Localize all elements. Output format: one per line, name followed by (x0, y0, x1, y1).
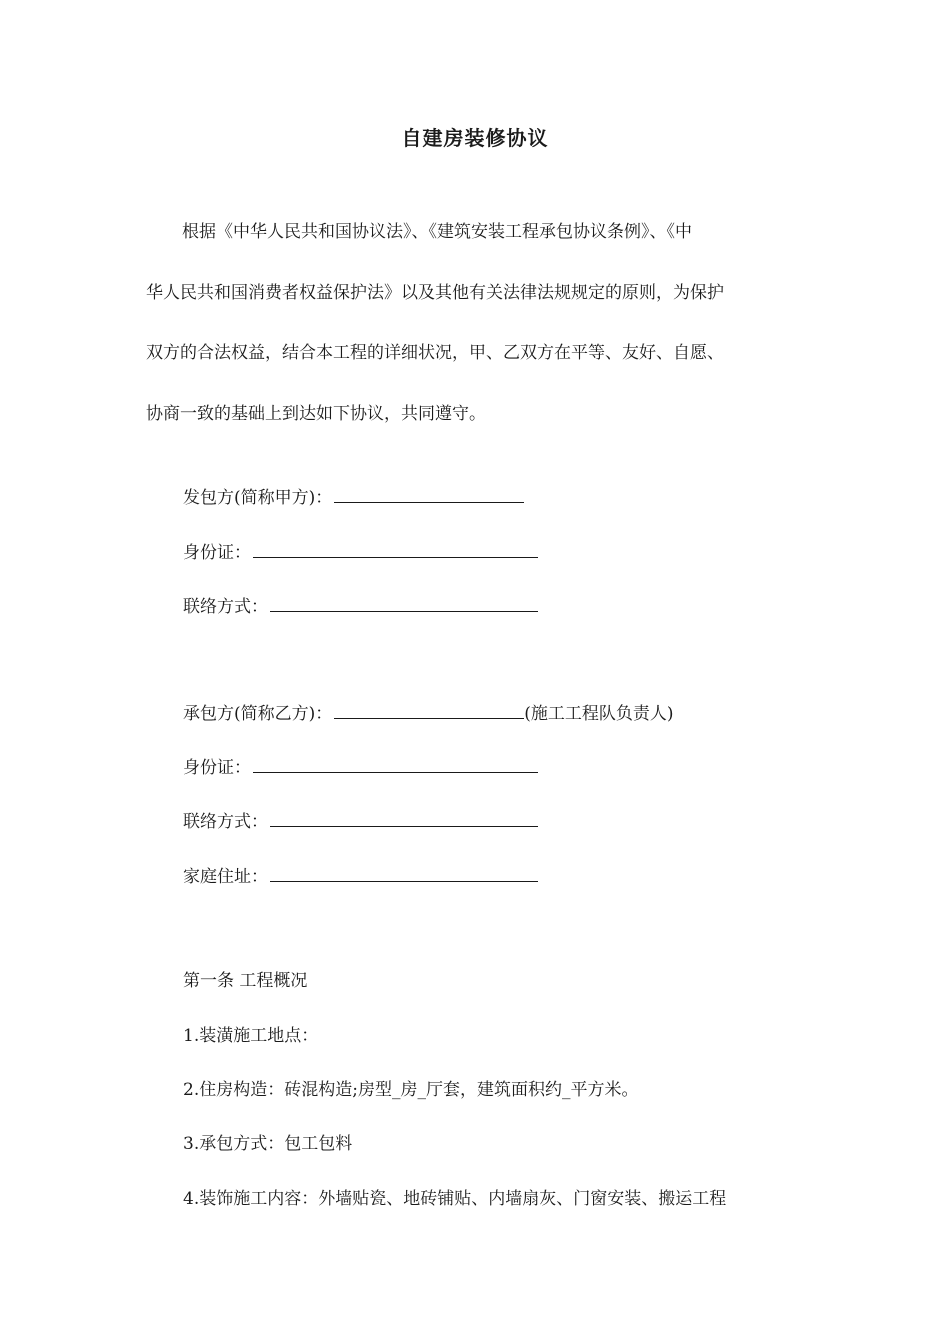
article-1-item: 4.装饰施工内容：外墙贴瓷、地砖铺贴、内墙扇灰、门窗安装、搬运工程 (183, 1189, 727, 1209)
party-b-name-blank[interactable] (334, 700, 524, 719)
intro-line: 协商一致的基础上到达如下协议，共同遵守。 (146, 403, 486, 424)
intro-line: 华人民共和国消费者权益保护法》以及其他有关法律法规规定的原则，为保护 (146, 282, 724, 303)
party-a-contact-blank[interactable] (270, 593, 538, 612)
intro-line: 根据《中华人民共和国协议法》、《建筑安装工程承包协议条例》、《中 (182, 222, 692, 242)
party-a-id-blank[interactable] (253, 539, 538, 558)
party-b-id-blank[interactable] (253, 754, 538, 773)
party-a-id-label: 身份证： (183, 543, 251, 563)
article-1-item: 1.装潢施工地点： (183, 1026, 319, 1046)
party-a-contact-row (183, 593, 538, 620)
article-1-item: 3.承包方式：包工包料 (183, 1134, 353, 1154)
article-1-item: 2.住房构造：砖混构造;房型_房_厅套，建筑面积约_平方米。 (183, 1080, 639, 1100)
party-b-row (183, 700, 674, 727)
party-a-label: 发包方(简称甲方)： (183, 488, 333, 508)
party-b-label-suffix: (施工工程队负责人) (524, 704, 674, 724)
party-a-row (183, 484, 524, 511)
document-title: 自建房装修协议 (401, 126, 549, 150)
party-b-id-label: 身份证： (183, 758, 251, 778)
party-a-id-row (183, 539, 538, 566)
party-b-contact-blank[interactable] (270, 808, 538, 827)
party-b-address-row (183, 863, 538, 890)
intro-paragraph (146, 202, 814, 444)
party-b-address-label: 家庭住址： (183, 867, 268, 887)
party-a-name-blank[interactable] (334, 484, 524, 503)
article-1-heading: 第一条 工程概况 (183, 971, 308, 991)
party-a-contact-label: 联络方式： (183, 597, 268, 617)
party-b-label: 承包方(简称乙方)： (183, 704, 333, 724)
party-b-contact-row (183, 808, 538, 835)
party-b-contact-label: 联络方式： (183, 812, 268, 832)
intro-line: 双方的合法权益，结合本工程的详细状况，甲、乙双方在平等、友好、自愿、 (146, 343, 724, 363)
party-b-id-row (183, 754, 538, 781)
party-b-address-blank[interactable] (270, 863, 538, 882)
